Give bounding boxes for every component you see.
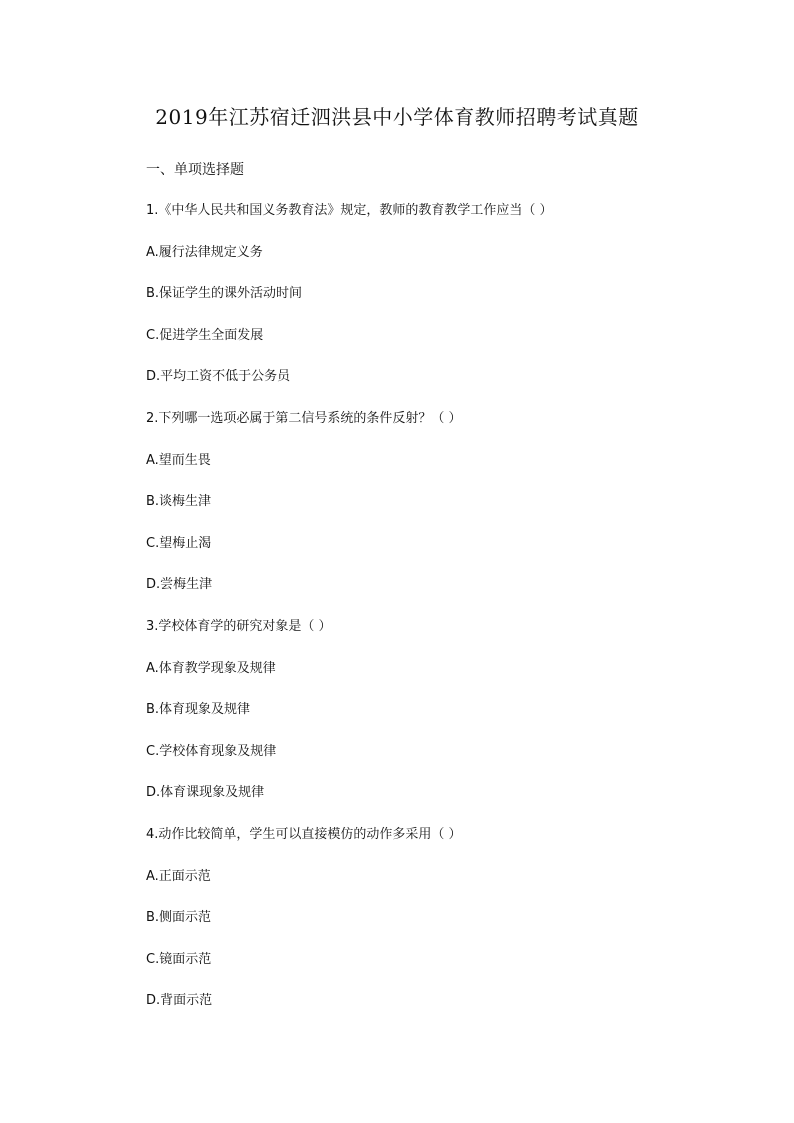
question-4-option-c: C.镜面示范 [146, 951, 212, 967]
question-4: 4.动作比较简单，学生可以直接模仿的动作多采用（ ） [146, 826, 462, 842]
question-2-option-c: C.望梅止渴 [146, 535, 212, 551]
question-4-option-b: B.侧面示范 [146, 910, 212, 926]
question-2-option-b: B.谈梅生津 [146, 494, 212, 510]
question-4-option-d: D.背面示范 [146, 993, 213, 1009]
question-3-option-c: C.学校体育现象及规律 [146, 743, 277, 759]
question-1-option-c: C.促进学生全面发展 [146, 327, 264, 343]
question-1: 1.《中华人民共和国义务教育法》规定，教师的教育教学工作应当（ ） [146, 203, 553, 218]
question-list [146, 199, 666, 1031]
question-4-option-a: A.正面示范 [146, 868, 211, 884]
question-2-option-a: A.望而生畏 [146, 452, 211, 468]
question-2: 2.下列哪一选项必属于第二信号系统的条件反射？（ ） [146, 410, 462, 426]
question-1-option-a: A.履行法律规定义务 [146, 244, 263, 260]
question-3-option-b: B.体育现象及规律 [146, 702, 251, 718]
question-1-option-d: D.平均工资不低于公务员 [146, 369, 291, 385]
question-1-option-b: B.保证学生的课外活动时间 [146, 286, 303, 302]
question-3: 3.学校体育学的研究对象是（ ） [146, 618, 332, 634]
question-2-option-d: D.尝梅生津 [146, 577, 213, 593]
question-3-option-a: A.体育教学现象及规律 [146, 660, 276, 676]
question-3-option-d: D.体育课现象及规律 [146, 785, 265, 801]
section-heading: 一、单项选择题 [146, 162, 244, 178]
document-title: 2019年江苏宿迁泗洪县中小学体育教师招聘考试真题 [155, 105, 639, 129]
